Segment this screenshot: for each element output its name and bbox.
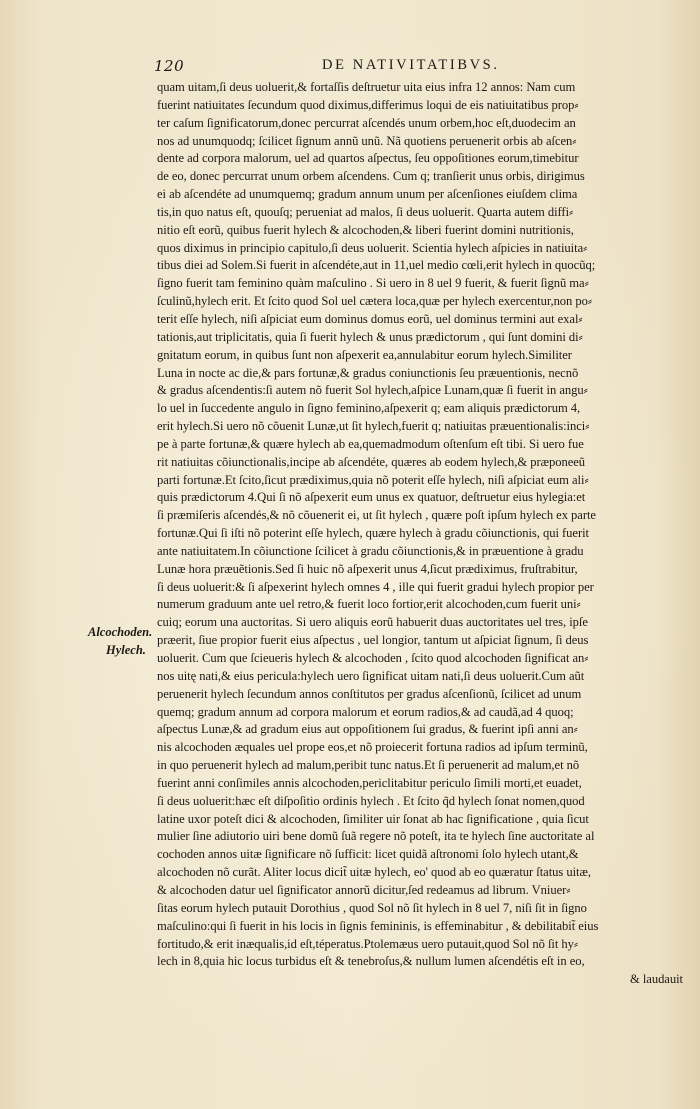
text-line: pe à parte fortunæ,& quære hylech ab ea,quemadmodum oſtenſum eſt tibi. Si uero fue [157, 436, 584, 451]
text-line: ſi deus uoluerit:& ſi aſpexerint hylech omnes 4 , ille qui fuerit gradui hylech propior per [157, 579, 594, 594]
text-line: cochoden annos uitæ ſignificare nõ ſufficit: licet quidã aſtronomi ſolo hylech utant,& [157, 847, 579, 862]
text-line: uoluerit. Cum que ſcieueris hylech & alcochoden , ſcito quod alcochoden ſignificat an⸗ [157, 651, 589, 665]
margin-note-hylech: Hylech. [106, 643, 146, 657]
text-line: fuerint anni conſimiles annis alcochoden,periclitabitur periculo ſimili morti,et euadet, [157, 775, 582, 790]
text-line: fortitudo,& erit inæqualis,id eſt,téperatus.Ptolemæus uero putauit,quod Sol nõ ſit hy⸗ [157, 936, 579, 951]
text-line: ei ab aſcendéte ad unumquemq; gradum annum unum per aſcenſiones eiuſdem clima [157, 187, 578, 202]
text-line: gnitatum eorum, in quibus ſunt non aſpexerit ea,annulabitur eorum hylech.Similiter [157, 347, 572, 362]
text-line: quos diximus in principio capitulo,ſi deus uoluerit. Scientia hylech aſpicies in natiuita⸗ [157, 240, 588, 255]
text-line: quemq; gradum annum ad corpora malorum et eorum radios,& ad caudã,ad 4 quoq; [157, 704, 574, 719]
catchword: & laudauit [629, 972, 683, 987]
text-line: quam uitam,ſi deus uoluerit,& fortaſſis deſtruetur uita eius infra 12 annos: Nam cum [157, 80, 576, 94]
text-line: fuerint natiuitates ſecundum quod diximus,differimus loqui de eis natiuitatibus prop⸗ [157, 97, 579, 112]
text-line: rit natiuitas cõiunctionalis,incipe ab aſcendéte, quæres ab eodem hylech,& præponeeũ [157, 454, 586, 469]
text-line: præerit, ſiue propior fuerit eius aſpectus , uel longior, tantum ut aſpiciat ſignum, ſi deus [157, 633, 589, 648]
text-line: peruenerit hylech ſecundum annos conſtitutos per gradus aſcenſionũ, ſcilicet ad unum [157, 686, 582, 701]
text-line: ſculinũ,hylech erit. Et ſcito quod Sol uel cætera loca,quæ per hylech exercentur,non po⸗ [157, 294, 593, 309]
text-line: quis prædictorum 4.Qui ſi nõ aſpexerit eum unus ex quatuor, deſtruetur eius hylegia:et [157, 490, 586, 505]
text-line: ſigno fuerit tam feminino quàm maſculino . Si uero in 8 uel 9 fuerit, & fuerit ſignũ ma⸗ [157, 276, 589, 291]
text-line: maſculino:qui ſi fuerit in his locis in ſignis femininis, is effeminabitur , & debilitabit̃ eius [157, 918, 599, 933]
text-line: tibus diei ad Solem.Si fuerit in aſcendéte,aut in 11,uel medio cœli,erit hylech in quocũq; [157, 258, 596, 273]
text-line: erit hylech.Si uero nõ cõuenit Lunæ,ut ſit hylech,fuerit q; natiuitas præuentionalis:inci⸗ [157, 419, 590, 434]
body-text [157, 79, 683, 989]
text-line: & gradus aſcendentis:ſi autem nõ fuerit Sol hylech,aſpice Lunam,quæ ſi fuerit in angu⸗ [157, 383, 588, 398]
text-line: latine uxor poteſt dici & alcochoden, ſimiliter uir ſonat ab hac ſignificatione , quia ſicut [157, 811, 589, 826]
text-line: ſitas eorum hylech putauit Dorothius , quod Sol nõ ſit hylech in 8 uel 7, niſi ſit in ſigno [157, 900, 587, 915]
text-line: in quo peruenerit hylech ad malum,peribit tunc natus.Et ſi peruenerit ad malum,et nõ [157, 758, 580, 773]
text-line: tationis,aut triplicitatis, quia ſi fuerit hylech & unus prædictorum , qui ſunt domini di⸗ [157, 329, 583, 344]
text-line: Luna in nocte ac die,& pars fortunæ,& gradus coniunctionis ſeu præuentionis, necnõ [157, 365, 579, 380]
text-line: ſi præmiſeris aſcendés,& nõ cõuenerit ei, ut ſit hylech , quære poſt ipſum hylech ex parte [157, 508, 596, 523]
text-line: de eo, donec percurrat unum orbem aſcendens. Cum q; tranſierit unus orbis, dirigimus [157, 169, 585, 184]
page-header [154, 57, 684, 81]
text-line: fortunæ.Qui ſi iſti nõ poterint eſſe hylech, quære hylech à gradu cõiunctionis, qui fuerit [157, 526, 589, 541]
running-title: DE NATIVITATIBVS. [322, 57, 500, 73]
text-line: nos uitę nati,& eius pericula:hylech uero ſignificat uitam nati,ſi deus uoluerit.Cum aũt [157, 668, 585, 683]
text-line: nis alcochoden æquales uel prope eos,et nõ proiecerit fortuna radios ad ipſum terminũ, [157, 740, 588, 755]
text-line: dente ad corpora malorum, uel ad quartos aſpectus, ſeu oppoſitiones eorum,timebitur [157, 151, 579, 166]
text-line: lo uel in ſuccedente angulo in ſigno feminino,aſpexerit q; eam aliquis prædictorum 4, [157, 401, 581, 416]
text-line: & alcochoden datur uel ſignificator annorũ dicitur,ſed redeamus ad librum. Vniuer⸗ [157, 882, 571, 897]
text-line: aſpectus Lunæ,& ad gradum eius aut oppoſitionem ſui gradus, & fuerint ipſi anni an⸗ [157, 722, 578, 737]
folio-number: 120 [154, 57, 185, 75]
text-line: cuiq; eorum una auctoritas. Si uero aliquis eorũ habuerit duas auctoritates uel tres, ipſe [157, 615, 588, 630]
text-line: ante natiuitatem.In cõiunctione ſcilicet à gradu cõiunctionis,& in præuentione à gradu [157, 543, 584, 558]
text-line: Lunæ hora præuẽtionis.Sed ſi huic nõ aſpexerit unus 4,ſicut prædiximus, fruſtrabitur, [157, 561, 578, 576]
text-line: lech in 8,quia hic locus turbidus eſt & tenebroſus,& nullum lumen aſcendétis eſt in eo, [157, 954, 585, 969]
text-line: parti fortunæ.Et ſcito,ſicut prædiximus,quia nõ poterit eſſe hylech, niſi aſpiciat eum ali⸗ [157, 472, 589, 487]
margin-note-alcochoden: Alcochoden. [88, 625, 153, 639]
text-line: nitio eſt eorũ, quibus fuerit hylech & alcochoden,& liberi fuerint domini nutritionis, [157, 222, 574, 237]
text-line: nos ad unumquodq; ſcilicet ſignum annũ unũ. Nã quotiens peruenerit orbis ab aſcen⸗ [157, 133, 577, 148]
text-line: numerum graduum ante uel retro,& fuerit loco fortior,erit alcochoden,cum fuerit uni⸗ [157, 597, 581, 612]
text-line: ſi deus uoluerit:hæc eſt diſpoſitio ordinis hylech . Et ſcito q̃d hylech ſonat nomen,quod [157, 793, 585, 808]
text-line: tis,in quo natus eſt, quouſq; perueniat ad malos, ſi deus uoluerit. Quarta autem diffi⸗ [157, 204, 574, 219]
text-line: mulier ſine adiutorio uiri bene domũ ſuã regere nõ poteſt, ita te hylech ſine auctoritate al [157, 829, 595, 844]
text-line: alcochoden nõ curãt. Aliter locus dicit̃ uitæ hylech, eo' quod ab eo quæratur ſtatus uitæ, [157, 865, 591, 880]
text-line: ter caſum ſignificatorum,donec percurrat aſcendés unum orbem,hoc eſt,duodecim an [157, 115, 576, 130]
text-line: terit eſſe hylech, niſi aſpiciat eum dominus domus eorũ, uel dominus termini aut exal⸗ [157, 311, 583, 326]
